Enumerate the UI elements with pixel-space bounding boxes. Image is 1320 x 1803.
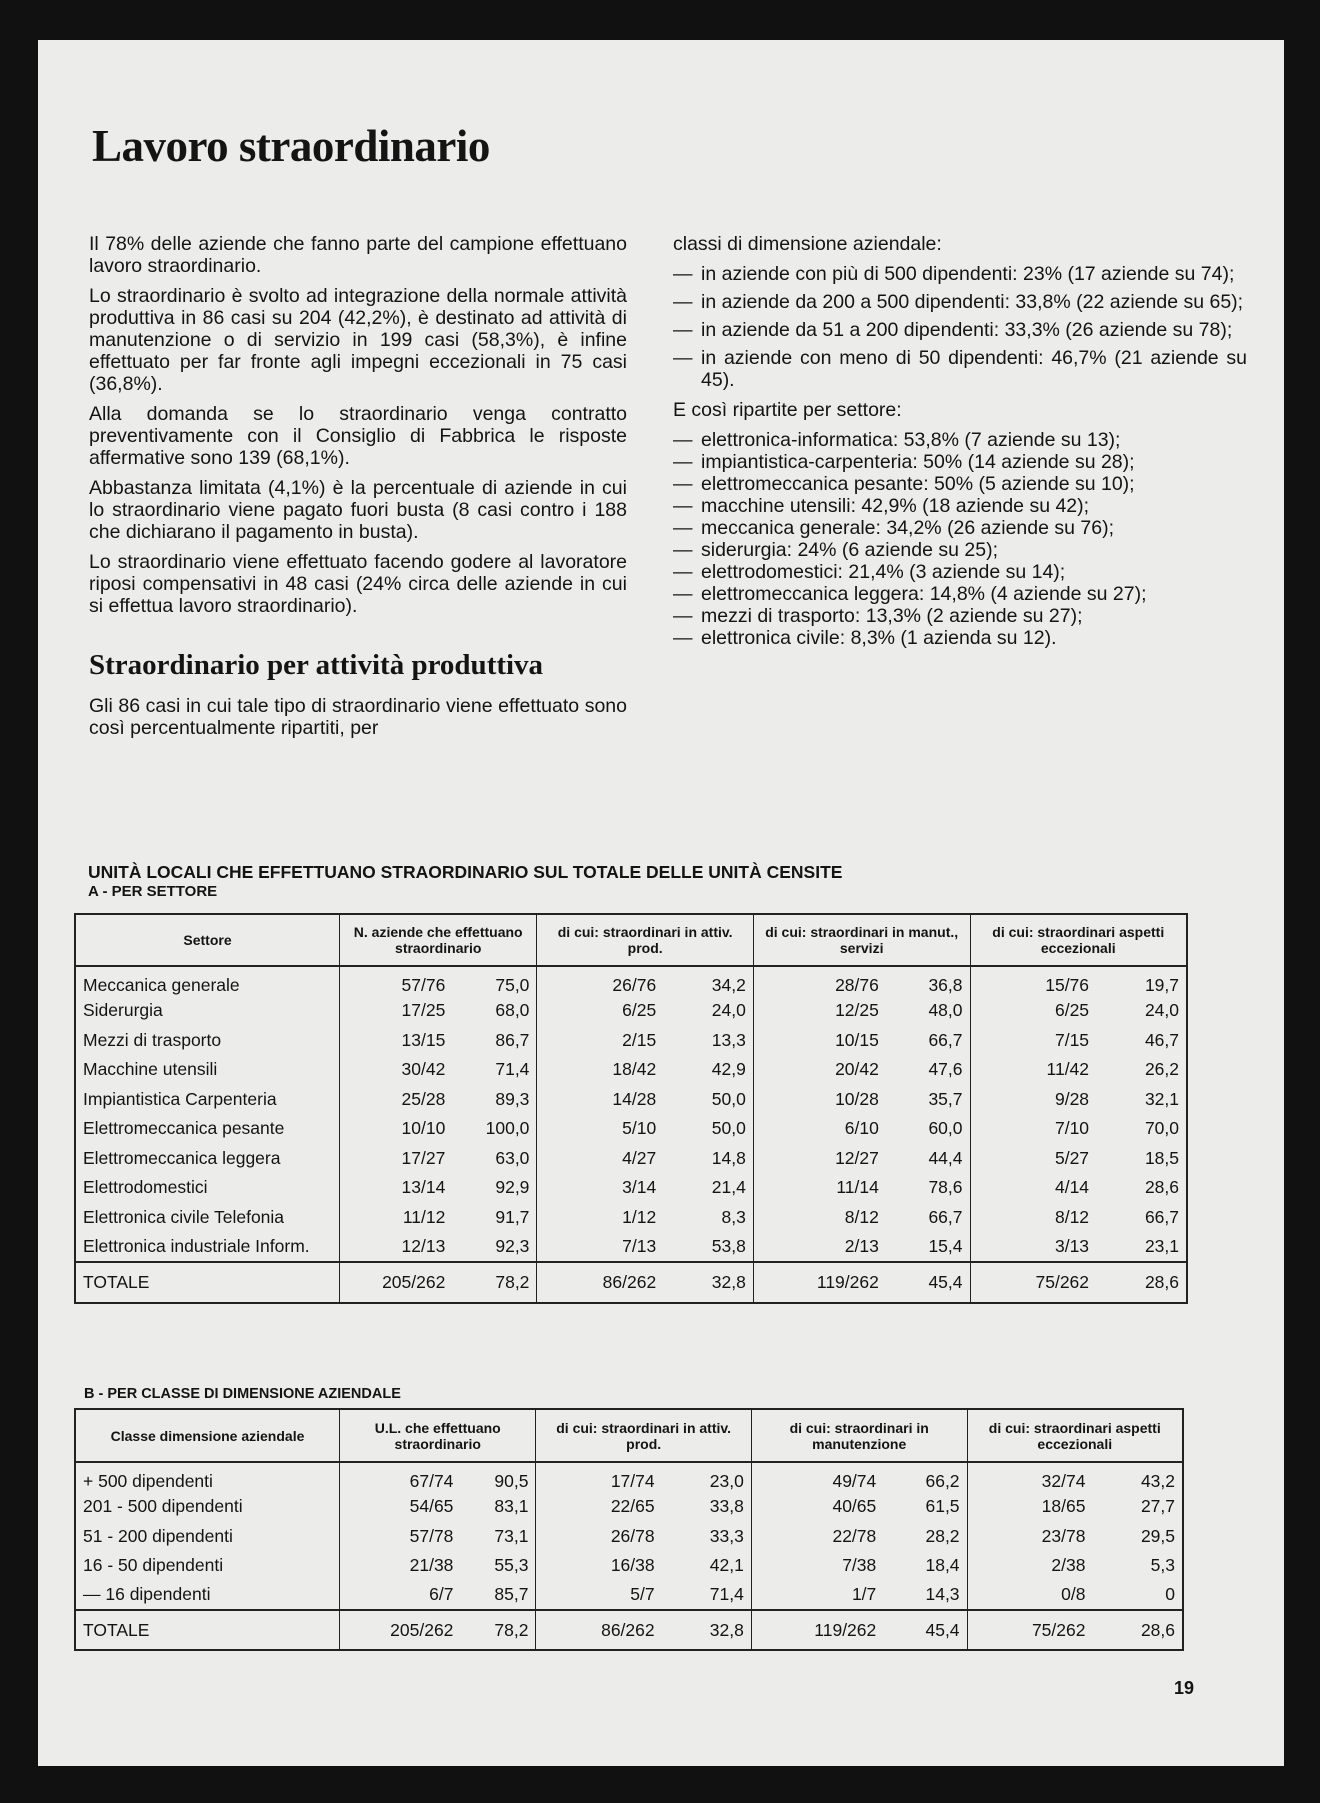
percent-cell: 71,4 bbox=[662, 1581, 752, 1611]
list-item: — macchine utensili: 42,9% (18 aziende su 42); bbox=[673, 495, 1090, 517]
percent-cell: 68,0 bbox=[452, 996, 537, 1026]
count-cell: 4/14 bbox=[970, 1173, 1096, 1203]
percent-cell: 14,3 bbox=[883, 1581, 967, 1611]
count-cell: 25/28 bbox=[340, 1085, 453, 1115]
percent-cell: 60,0 bbox=[886, 1114, 970, 1144]
count-cell: 40/65 bbox=[751, 1492, 883, 1522]
table-row bbox=[75, 1232, 1187, 1262]
count-cell: 2/13 bbox=[753, 1232, 886, 1262]
table-title: UNITÀ LOCALI CHE EFFETTUANO STRAORDINARIO SUL TOTALE DELLE UNITÀ CENSITE A - PER SETTORE bbox=[88, 862, 843, 900]
row-label: Elettronica industriale Inform. bbox=[75, 1232, 340, 1262]
count-cell: 13/14 bbox=[340, 1173, 453, 1203]
size-class-list bbox=[673, 263, 1247, 391]
count-cell: 57/76 bbox=[340, 966, 453, 996]
table-row bbox=[75, 966, 1187, 996]
table-row bbox=[75, 1551, 1183, 1581]
page-title: Lavoro straordinario bbox=[92, 121, 490, 171]
section-a-label: A - PER SETTORE bbox=[88, 883, 218, 900]
column-header: Classe dimensione aziendale bbox=[75, 1409, 340, 1462]
percent-cell: 35,7 bbox=[886, 1085, 970, 1115]
percent-cell: 28,6 bbox=[1092, 1610, 1183, 1650]
column-header: U.L. che effettuano straordinario bbox=[340, 1409, 536, 1462]
percent-cell: 66,7 bbox=[1096, 1203, 1187, 1233]
percent-cell: 55,3 bbox=[460, 1551, 536, 1581]
list-item: — meccanica generale: 34,2% (26 aziende su 76); bbox=[673, 517, 1115, 539]
percent-cell: 32,1 bbox=[1096, 1085, 1187, 1115]
percent-cell: 53,8 bbox=[663, 1232, 753, 1262]
count-cell: 54/65 bbox=[340, 1492, 461, 1522]
percent-cell: 32,8 bbox=[662, 1610, 752, 1650]
table-row bbox=[75, 1144, 1187, 1174]
column-header: di cui: straordinari aspetti eccezionali bbox=[970, 914, 1187, 966]
count-cell: 5/10 bbox=[537, 1114, 663, 1144]
percent-cell: 23,0 bbox=[662, 1462, 752, 1492]
percent-cell: 24,0 bbox=[1096, 996, 1187, 1026]
row-label: Elettromeccanica pesante bbox=[75, 1114, 340, 1144]
count-cell: 12/27 bbox=[753, 1144, 886, 1174]
percent-cell: 44,4 bbox=[886, 1144, 970, 1174]
percent-cell: 48,0 bbox=[886, 996, 970, 1026]
count-cell: 17/27 bbox=[340, 1144, 453, 1174]
column-header: di cui: straordinari in attiv. prod. bbox=[537, 914, 753, 966]
size-class-table bbox=[74, 1408, 1184, 1651]
dash-bullet: — bbox=[673, 291, 693, 313]
dash-bullet: — bbox=[673, 627, 693, 649]
row-label: Macchine utensili bbox=[75, 1055, 340, 1085]
count-cell: 6/7 bbox=[340, 1581, 461, 1611]
percent-cell: 89,3 bbox=[452, 1085, 537, 1115]
count-cell: 3/13 bbox=[970, 1232, 1096, 1262]
percent-cell: 66,2 bbox=[883, 1462, 967, 1492]
percent-cell: 78,2 bbox=[460, 1610, 536, 1650]
column-header: Settore bbox=[75, 914, 340, 966]
percent-cell: 5,3 bbox=[1092, 1551, 1183, 1581]
row-label: TOTALE bbox=[75, 1610, 340, 1650]
percent-cell: 8,3 bbox=[663, 1203, 753, 1233]
percent-cell: 43,2 bbox=[1092, 1462, 1183, 1492]
row-label: Siderurgia bbox=[75, 996, 340, 1026]
list-item: — in aziende con meno di 50 dipendenti: 46,7% (21 aziende su 45). bbox=[673, 347, 1247, 391]
table-row bbox=[75, 1203, 1187, 1233]
percent-cell: 24,0 bbox=[663, 996, 753, 1026]
count-cell: 14/28 bbox=[537, 1085, 663, 1115]
dash-bullet: — bbox=[673, 605, 693, 627]
dash-bullet: — bbox=[673, 561, 693, 583]
table-row bbox=[75, 1492, 1183, 1522]
percent-cell: 85,7 bbox=[460, 1581, 536, 1611]
percent-cell: 70,0 bbox=[1096, 1114, 1187, 1144]
count-cell: 11/12 bbox=[340, 1203, 453, 1233]
list-item: — siderurgia: 24% (6 aziende su 25); bbox=[673, 539, 999, 561]
count-cell: 10/15 bbox=[753, 1026, 886, 1056]
percent-cell: 47,6 bbox=[886, 1055, 970, 1085]
count-cell: 205/262 bbox=[340, 1610, 461, 1650]
table-row bbox=[75, 1522, 1183, 1552]
table-row bbox=[75, 1055, 1187, 1085]
percent-cell: 33,8 bbox=[662, 1492, 752, 1522]
sector-table bbox=[74, 913, 1188, 1304]
row-label: Meccanica generale bbox=[75, 966, 340, 996]
total-row bbox=[75, 1262, 1187, 1303]
percent-cell: 91,7 bbox=[452, 1203, 537, 1233]
dash-bullet: — bbox=[673, 539, 693, 561]
percent-cell: 45,4 bbox=[883, 1610, 967, 1650]
table-row bbox=[75, 1173, 1187, 1203]
list-item: — mezzi di trasporto: 13,3% (2 aziende su 27); bbox=[673, 605, 1083, 627]
count-cell: 7/10 bbox=[970, 1114, 1096, 1144]
count-cell: 4/27 bbox=[537, 1144, 663, 1174]
page-number: 19 bbox=[1174, 1678, 1195, 1698]
left-column bbox=[89, 233, 627, 747]
percent-cell: 27,7 bbox=[1092, 1492, 1183, 1522]
dash-bullet: — bbox=[673, 517, 693, 539]
percent-cell: 36,8 bbox=[886, 966, 970, 996]
percent-cell: 73,1 bbox=[460, 1522, 536, 1552]
count-cell: 10/10 bbox=[340, 1114, 453, 1144]
dash-bullet: — bbox=[673, 451, 693, 473]
count-cell: 6/10 bbox=[753, 1114, 886, 1144]
percent-cell: 42,9 bbox=[663, 1055, 753, 1085]
percent-cell: 78,6 bbox=[886, 1173, 970, 1203]
count-cell: 20/42 bbox=[753, 1055, 886, 1085]
count-cell: 8/12 bbox=[753, 1203, 886, 1233]
count-cell: 75/262 bbox=[967, 1610, 1092, 1650]
percent-cell: 75,0 bbox=[452, 966, 537, 996]
percent-cell: 45,4 bbox=[886, 1262, 970, 1303]
count-cell: 10/28 bbox=[753, 1085, 886, 1115]
percent-cell: 18,4 bbox=[883, 1551, 967, 1581]
dash-bullet: — bbox=[673, 347, 693, 369]
paragraph: Lo straordinario è svolto ad integrazione della normale attività produttiva in 86 casi su 204 (42,2%), è destinato ad attività di manutenzione o di servizio in 199 casi (58,3%), è infine effettuato per far fronte agli impegni eccezionali in 75 casi (36,8%). bbox=[89, 285, 627, 395]
list-item: — elettromeccanica leggera: 14,8% (4 aziende su 27); bbox=[673, 583, 1147, 605]
count-cell: 7/13 bbox=[537, 1232, 663, 1262]
table-row bbox=[75, 1085, 1187, 1115]
count-cell: 13/15 bbox=[340, 1026, 453, 1056]
percent-cell: 28,2 bbox=[883, 1522, 967, 1552]
column-header: di cui: straordinari in manut., servizi bbox=[753, 914, 970, 966]
percent-cell: 66,7 bbox=[886, 1026, 970, 1056]
count-cell: 26/76 bbox=[537, 966, 663, 996]
percent-cell: 18,5 bbox=[1096, 1144, 1187, 1174]
percent-cell: 50,0 bbox=[663, 1114, 753, 1144]
count-cell: 18/65 bbox=[967, 1492, 1092, 1522]
column-header: di cui: straordinari aspetti eccezionali bbox=[967, 1409, 1183, 1462]
count-cell: 12/13 bbox=[340, 1232, 453, 1262]
paragraph: Alla domanda se lo straordinario venga contratto preventivamente con il Consiglio di Fabbrica le risposte affermative sono 139 (68,1%). bbox=[89, 403, 627, 469]
count-cell: 5/7 bbox=[536, 1581, 662, 1611]
table-row bbox=[75, 996, 1187, 1026]
count-cell: 26/78 bbox=[536, 1522, 662, 1552]
percent-cell: 34,2 bbox=[663, 966, 753, 996]
row-label: — 16 dipendenti bbox=[75, 1581, 340, 1611]
row-label: Impiantistica Carpenteria bbox=[75, 1085, 340, 1115]
percent-cell: 61,5 bbox=[883, 1492, 967, 1522]
count-cell: 17/25 bbox=[340, 996, 453, 1026]
count-cell: 6/25 bbox=[970, 996, 1096, 1026]
table-header-row bbox=[75, 914, 1187, 966]
list-item: — in aziende da 51 a 200 dipendenti: 33,3% (26 aziende su 78); bbox=[673, 319, 1233, 341]
count-cell: 30/42 bbox=[340, 1055, 453, 1085]
list-item: — in aziende con più di 500 dipendenti: 23% (17 aziende su 74); bbox=[673, 263, 1235, 285]
count-cell: 12/25 bbox=[753, 996, 886, 1026]
list-item: — elettronica-informatica: 53,8% (7 aziende su 13); bbox=[673, 429, 1121, 451]
row-label: 201 - 500 dipendenti bbox=[75, 1492, 340, 1522]
count-cell: 7/38 bbox=[751, 1551, 883, 1581]
count-cell: 2/15 bbox=[537, 1026, 663, 1056]
count-cell: 86/262 bbox=[537, 1262, 663, 1303]
document-page bbox=[38, 40, 1284, 1766]
count-cell: 7/15 bbox=[970, 1026, 1096, 1056]
count-cell: 2/38 bbox=[967, 1551, 1092, 1581]
count-cell: 32/74 bbox=[967, 1462, 1092, 1492]
percent-cell: 15,4 bbox=[886, 1232, 970, 1262]
count-cell: 205/262 bbox=[340, 1262, 453, 1303]
count-cell: 9/28 bbox=[970, 1085, 1096, 1115]
percent-cell: 50,0 bbox=[663, 1085, 753, 1115]
count-cell: 1/7 bbox=[751, 1581, 883, 1611]
count-cell: 22/78 bbox=[751, 1522, 883, 1552]
percent-cell: 28,6 bbox=[1096, 1173, 1187, 1203]
row-label: + 500 dipendenti bbox=[75, 1462, 340, 1492]
percent-cell: 33,3 bbox=[662, 1522, 752, 1552]
list-item: — elettromeccanica pesante: 50% (5 aziende su 10); bbox=[673, 473, 1135, 495]
percent-cell: 0 bbox=[1092, 1581, 1183, 1611]
percent-cell: 78,2 bbox=[452, 1262, 537, 1303]
column-header: N. aziende che effettuano straordinario bbox=[340, 914, 537, 966]
row-label: Mezzi di trasporto bbox=[75, 1026, 340, 1056]
column-header: di cui: straordinari in manutenzione bbox=[751, 1409, 967, 1462]
row-label: Elettromeccanica leggera bbox=[75, 1144, 340, 1174]
count-cell: 11/42 bbox=[970, 1055, 1096, 1085]
count-cell: 49/74 bbox=[751, 1462, 883, 1492]
percent-cell: 66,7 bbox=[886, 1203, 970, 1233]
table-row bbox=[75, 1114, 1187, 1144]
row-label: Elettronica civile Telefonia bbox=[75, 1203, 340, 1233]
percent-cell: 13,3 bbox=[663, 1026, 753, 1056]
count-cell: 15/76 bbox=[970, 966, 1096, 996]
percent-cell: 90,5 bbox=[460, 1462, 536, 1492]
percent-cell: 92,9 bbox=[452, 1173, 537, 1203]
count-cell: 75/262 bbox=[970, 1262, 1096, 1303]
total-row bbox=[75, 1610, 1183, 1650]
paragraph: Abbastanza limitata (4,1%) è la percentuale di aziende in cui lo straordinario viene pagato fuori busta (8 casi contro i 188 che dichiarano il pagamento in busta). bbox=[89, 477, 627, 543]
count-cell: 18/42 bbox=[537, 1055, 663, 1085]
count-cell: 5/27 bbox=[970, 1144, 1096, 1174]
count-cell: 16/38 bbox=[536, 1551, 662, 1581]
section-subtitle: Straordinario per attività produttiva bbox=[89, 649, 544, 681]
row-label: Elettrodomestici bbox=[75, 1173, 340, 1203]
percent-cell: 32,8 bbox=[663, 1262, 753, 1303]
dash-bullet: — bbox=[673, 429, 693, 451]
count-cell: 119/262 bbox=[751, 1610, 883, 1650]
paragraph: Lo straordinario viene effettuato facendo godere al lavoratore riposi compensativi in 48 casi (24% circa delle aziende in cui si effettua lavoro straordinario). bbox=[89, 551, 627, 617]
table-row bbox=[75, 1462, 1183, 1492]
percent-cell: 28,6 bbox=[1096, 1262, 1187, 1303]
paragraph: Gli 86 casi in cui tale tipo di straordinario viene effettuato sono così percentualmente ripartiti, per bbox=[89, 695, 627, 739]
percent-cell: 100,0 bbox=[452, 1114, 537, 1144]
count-cell: 21/38 bbox=[340, 1551, 461, 1581]
dash-bullet: — bbox=[673, 319, 693, 341]
table-row bbox=[75, 1581, 1183, 1611]
count-cell: 6/25 bbox=[537, 996, 663, 1026]
count-cell: 23/78 bbox=[967, 1522, 1092, 1552]
count-cell: 17/74 bbox=[536, 1462, 662, 1492]
count-cell: 67/74 bbox=[340, 1462, 461, 1492]
count-cell: 119/262 bbox=[753, 1262, 886, 1303]
percent-cell: 63,0 bbox=[452, 1144, 537, 1174]
count-cell: 1/12 bbox=[537, 1203, 663, 1233]
paragraph: Il 78% delle aziende che fanno parte del campione effettuano lavoro straordinario. bbox=[89, 233, 627, 277]
list-item: — impiantistica-carpenteria: 50% (14 aziende su 28); bbox=[673, 451, 1135, 473]
section-b-label: B - PER CLASSE DI DIMENSIONE AZIENDALE bbox=[84, 1386, 401, 1402]
percent-cell: 71,4 bbox=[452, 1055, 537, 1085]
percent-cell: 23,1 bbox=[1096, 1232, 1187, 1262]
percent-cell: 83,1 bbox=[460, 1492, 536, 1522]
percent-cell: 42,1 bbox=[662, 1551, 752, 1581]
count-cell: 3/14 bbox=[537, 1173, 663, 1203]
percent-cell: 46,7 bbox=[1096, 1026, 1187, 1056]
percent-cell: 92,3 bbox=[452, 1232, 537, 1262]
sector-list bbox=[673, 429, 1247, 649]
paragraph: E così ripartite per settore: bbox=[673, 399, 902, 421]
dash-bullet: — bbox=[673, 473, 693, 495]
count-cell: 11/14 bbox=[753, 1173, 886, 1203]
row-label: 51 - 200 dipendenti bbox=[75, 1522, 340, 1552]
percent-cell: 86,7 bbox=[452, 1026, 537, 1056]
percent-cell: 29,5 bbox=[1092, 1522, 1183, 1552]
table-row bbox=[75, 1026, 1187, 1056]
percent-cell: 14,8 bbox=[663, 1144, 753, 1174]
dash-bullet: — bbox=[673, 263, 693, 285]
count-cell: 0/8 bbox=[967, 1581, 1092, 1611]
percent-cell: 21,4 bbox=[663, 1173, 753, 1203]
count-cell: 86/262 bbox=[536, 1610, 662, 1650]
dash-bullet: — bbox=[673, 495, 693, 517]
list-item: — elettrodomestici: 21,4% (3 aziende su 14); bbox=[673, 561, 1066, 583]
count-cell: 8/12 bbox=[970, 1203, 1096, 1233]
paragraph: classi di dimensione aziendale: bbox=[673, 233, 942, 255]
dash-bullet: — bbox=[673, 583, 693, 605]
list-item: — elettronica civile: 8,3% (1 azienda su 12). bbox=[673, 627, 1057, 649]
percent-cell: 19,7 bbox=[1096, 966, 1187, 996]
count-cell: 57/78 bbox=[340, 1522, 461, 1552]
row-label: TOTALE bbox=[75, 1262, 340, 1303]
table-header-row bbox=[75, 1409, 1183, 1462]
column-header: di cui: straordinari in attiv. prod. bbox=[536, 1409, 751, 1462]
right-column bbox=[673, 233, 1247, 657]
list-item: — in aziende da 200 a 500 dipendenti: 33,8% (22 aziende su 65); bbox=[673, 291, 1244, 313]
row-label: 16 - 50 dipendenti bbox=[75, 1551, 340, 1581]
count-cell: 28/76 bbox=[753, 966, 886, 996]
count-cell: 22/65 bbox=[536, 1492, 662, 1522]
percent-cell: 26,2 bbox=[1096, 1055, 1187, 1085]
